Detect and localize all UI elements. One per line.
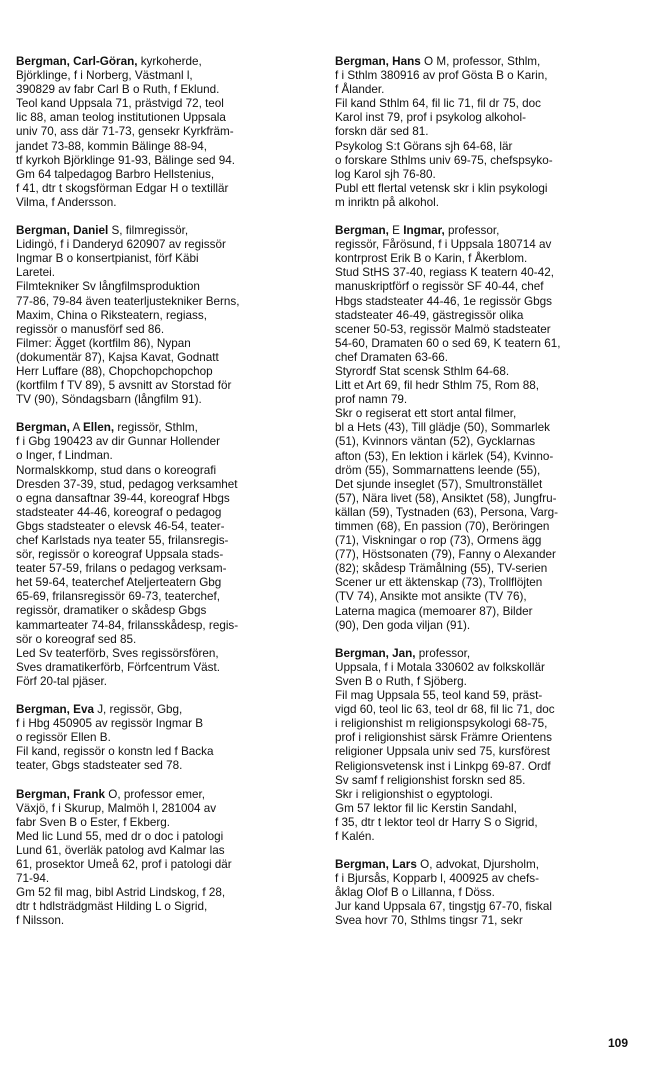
biography-line: Filmer: Ägget (kortfilm 86), Nypan bbox=[16, 336, 191, 350]
biography-line: chef Karlstads nya teater 55, frilansregis- bbox=[16, 534, 229, 547]
surname: Bergman, bbox=[16, 55, 70, 68]
biography-line: regissör, dramatiker o skådesp Gbgs bbox=[16, 604, 207, 618]
biography-line: Jur kand Uppsala 67, tingstjg 67-70, fiskal bbox=[335, 900, 552, 914]
biography-line: teater 57-59, frilans o pedagog verksam- bbox=[16, 562, 227, 576]
biography-line: manuskriptförf o regissör SF 40-44, chef bbox=[335, 280, 544, 294]
surname: Bergman, bbox=[335, 224, 389, 238]
biography-line: f Kalén. bbox=[335, 829, 375, 843]
heading-rest: J, regissör, Gbg, bbox=[93, 703, 183, 717]
biography-line: 54-60, Dramaten 60 o sed 69, K teatern 61, bbox=[335, 336, 561, 350]
biography-line: Förf 20-tal pjäser. bbox=[16, 674, 107, 688]
biography-line: i religionshist m religionspsykologi 68-75, bbox=[335, 717, 548, 731]
biography-line: Hbgs stadsteater 44-46, 1e regissör Gbgs bbox=[335, 294, 552, 308]
biography-line: Gm 64 talpedagog Barbro Hellstenius, bbox=[16, 167, 215, 181]
biography-line: univ 70, ass där 71-73, gensekr Kyrkfräm- bbox=[16, 125, 234, 139]
biography-line: Ingmar B o konsertpianist, förf Käbi bbox=[16, 252, 199, 266]
entry-heading-line bbox=[335, 55, 650, 69]
biography-line: prof namn 79. bbox=[335, 393, 408, 407]
biography-line: chef Dramaten 63-66. bbox=[335, 350, 449, 364]
biography-line: Växjö, f i Skurup, Malmöh l, 281004 av bbox=[16, 801, 217, 815]
biography-line: Scener ur ett äktenskap (73), Trollflöjten bbox=[335, 576, 543, 590]
given-name: Frank bbox=[73, 787, 105, 801]
biography-line: Religionsvetensk inst i Linkpg 69-87. Ordf bbox=[335, 759, 551, 773]
biography-line: (82); skådesp Trämålning (55), TV-serien bbox=[335, 562, 548, 576]
biography-line: (71), Viskningar o rop (73), Ormens ägg bbox=[335, 534, 542, 548]
biography-line: bl a Hets (43), Till glädje (50), Sommarlek bbox=[335, 421, 550, 435]
biography-line: teater, Gbgs stadsteater sed 78. bbox=[16, 759, 183, 773]
biography-line: vigd 60, teol lic 63, teol dr 68, fil lic 71, doc bbox=[335, 703, 555, 717]
biography-line: Filmtekniker Sv långfilmsproduktion bbox=[16, 280, 200, 294]
entry-heading-line bbox=[16, 421, 322, 435]
biography-line: 65-69, frilansregissör 69-73, teaterchef, bbox=[16, 590, 220, 604]
biography-line: Stud StHS 37-40, regiass K teatern 40-42, bbox=[335, 266, 554, 280]
biography-line: Teol kand Uppsala 71, prästvigd 72, teol bbox=[16, 97, 224, 111]
biography-entry bbox=[16, 55, 322, 210]
biography-line: f 35, dtr t lektor teol dr Harry S o Sigrid, bbox=[335, 815, 538, 829]
biography-line: åklag Olof B o Lillanna, f Döss. bbox=[335, 886, 495, 900]
given-name: Ingmar, bbox=[403, 224, 445, 238]
biography-line: f i Hbg 450905 av regissör Ingmar B bbox=[16, 717, 204, 731]
entry-heading-line bbox=[335, 858, 650, 872]
biography-line: Med lic Lund 55, med dr o doc i patologi bbox=[16, 829, 224, 843]
biography-line: Fil kand, regissör o konstn led f Backa bbox=[16, 745, 214, 759]
biography-line: (51), Kvinnors väntan (52), Gycklarnas bbox=[335, 435, 536, 449]
biography-line: Svea hovr 70, Sthlms tingsr 71, sekr bbox=[335, 914, 523, 928]
entry-heading-line bbox=[335, 224, 650, 238]
biography-line: stadsteater 46-49, gästregissör olika bbox=[335, 308, 524, 322]
biography-line: (TV 74), Ansikte mot ansikte (TV 76), bbox=[335, 590, 527, 604]
biography-line: Sven B o Ruth, f Sjöberg. bbox=[335, 674, 467, 688]
biography-line: forskn där sed 81. bbox=[335, 125, 429, 139]
biography-line: m inriktn på alkohol. bbox=[335, 195, 439, 209]
given-name: Lars bbox=[392, 858, 417, 872]
biography-entry bbox=[16, 224, 322, 407]
heading-rest: regissör, Sthlm, bbox=[114, 421, 198, 435]
biography-line: Styrordf Stat scensk Sthlm 64-68. bbox=[335, 364, 510, 378]
biography-line: religioner Uppsala univ sed 75, kursförest bbox=[335, 745, 551, 759]
biography-line: dröm (55), Sommarnattens leende (55), bbox=[335, 463, 541, 477]
biography-line: (57), Nära livet (58), Ansiktet (58), Jungfru- bbox=[335, 491, 557, 505]
biography-line: o forskare Sthlms univ 69-75, chefspsyko- bbox=[335, 153, 553, 167]
entry-heading-line bbox=[335, 647, 650, 661]
heading-rest: O, professor emer, bbox=[105, 787, 206, 801]
name-prefix: E bbox=[392, 224, 404, 238]
biography-line: tf kyrkoh Björklinge 91-93, Bälinge sed 94. bbox=[16, 153, 235, 167]
biography-line: fabr Sven B o Ester, f Ekberg. bbox=[16, 815, 170, 829]
biography-line: Karol inst 79, prof i psykolog alkohol- bbox=[335, 111, 526, 125]
biography-line: Laterna magica (memoarer 87), Bilder bbox=[335, 604, 533, 618]
biography-line: log Karol sjh 76-80. bbox=[335, 167, 436, 181]
biography-line: Litt et Art 69, fil hedr Sthlm 75, Rom 88, bbox=[335, 379, 539, 393]
entry-heading-line bbox=[16, 788, 322, 802]
biography-line: kontrprost Erik B o Karin, f Åkerblom. bbox=[335, 252, 528, 266]
biography-line: jandet 73-88, kommin Bälinge 88-94, bbox=[16, 139, 208, 153]
biography-line: Lund 61, överläk patolog avd Kalmar las bbox=[16, 843, 225, 857]
biography-line: lic 88, aman teolog institutionen Uppsala bbox=[16, 111, 226, 125]
biography-line: TV (90), Söndagsbarn (långfilm 91). bbox=[16, 393, 202, 407]
biography-entry bbox=[16, 788, 322, 929]
biography-line: timmen (68), En passion (70), Beröringen bbox=[335, 520, 550, 533]
biography-line: regissör o manusförf sed 86. bbox=[16, 322, 165, 336]
biography-line: Sves dramatikerförb, Förfcentrum Väst. bbox=[16, 660, 220, 674]
biography-entry bbox=[335, 224, 650, 633]
biography-line: kammarteater 74-84, frilansskådesp, regis- bbox=[16, 618, 239, 632]
biography-line: Maxim, China o Riksteatern, regiass, bbox=[16, 308, 207, 322]
surname: Bergman, bbox=[16, 703, 70, 717]
entry-heading-line bbox=[16, 55, 322, 69]
biography-line: o Inger, f Lindman. bbox=[16, 449, 113, 463]
entry-heading-line bbox=[16, 703, 322, 717]
biography-line: Gm 52 fil mag, bibl Astrid Lindskog, f 28, bbox=[16, 886, 226, 900]
biography-line: Uppsala, f i Motala 330602 av folkskollär bbox=[335, 660, 545, 674]
biography-line: Skr o regiserat ett stort antal filmer, bbox=[335, 407, 517, 421]
biography-line: f Ålander. bbox=[335, 83, 385, 97]
given-name: Carl-Göran, bbox=[73, 55, 138, 68]
biography-line: f i Bjursås, Kopparb l, 400925 av chefs- bbox=[335, 872, 539, 886]
biography-line: Björklinge, f i Norberg, Västmanl l, bbox=[16, 69, 193, 83]
heading-rest: professor, bbox=[415, 646, 471, 660]
biography-line: dtr t hdlsträdgmäst Hilding L o Sigrid, bbox=[16, 900, 208, 914]
biography-entry bbox=[16, 421, 322, 689]
biography-line: Det sjunde inseglet (57), Smultronstället bbox=[335, 477, 543, 491]
biography-line: f i Gbg 190423 av dir Gunnar Hollender bbox=[16, 435, 221, 449]
surname: Bergman, bbox=[16, 224, 70, 238]
biography-line: f 41, dtr t skogsförman Edgar H o textillär bbox=[16, 181, 229, 195]
given-name: Daniel bbox=[73, 224, 109, 238]
entry-heading-line bbox=[16, 224, 322, 238]
biography-line: sör, regissör o koreograf Uppsala stads- bbox=[16, 548, 224, 562]
surname: Bergman, bbox=[335, 55, 389, 68]
surname: Bergman, bbox=[335, 646, 389, 660]
biography-line: Sv samf f religionshist forskn sed 85. bbox=[335, 773, 526, 787]
given-name: Ellen, bbox=[82, 421, 115, 435]
biography-line: Herr Luffare (88), Chopchopchopchop bbox=[16, 364, 213, 378]
biography-line: f i Sthlm 380916 av prof Gösta B o Karin, bbox=[335, 69, 548, 83]
biography-line: Vilma, f Andersson. bbox=[16, 195, 117, 209]
biography-line: f Nilsson. bbox=[16, 914, 65, 928]
given-name: Eva bbox=[73, 703, 94, 717]
surname: Bergman, bbox=[335, 858, 389, 872]
biography-line: het 59-64, teaterchef Ateljerteatern Gbg bbox=[16, 576, 222, 590]
left-column bbox=[16, 55, 322, 942]
biography-line: (dokumentär 87), Kajsa Kavat, Godnatt bbox=[16, 350, 219, 364]
biography-line: källan (59), Tystnaden (63), Persona, Varg- bbox=[335, 505, 559, 519]
biography-line: Skr i religionshist o egyptologi. bbox=[335, 787, 493, 801]
surname: Bergman, bbox=[16, 421, 70, 435]
biography-line: o egna dansaftnar 39-44, koreograf Hbgs bbox=[16, 491, 230, 505]
biography-line: 71-94. bbox=[16, 872, 50, 886]
biography-line: Laretei. bbox=[16, 266, 55, 280]
biography-line: afton (53), En lektion i kärlek (54), Kvinno- bbox=[335, 449, 554, 463]
biography-entry bbox=[16, 703, 322, 773]
biography-line: 390829 av fabr Carl B o Ruth, f Eklund. bbox=[16, 83, 220, 97]
biography-line: prof i religionshist särsk Främre Orientens bbox=[335, 731, 552, 745]
heading-rest: O, advokat, Djursholm, bbox=[416, 858, 539, 872]
biography-line: Fil kand Sthlm 64, fil lic 71, fil dr 75, doc bbox=[335, 97, 541, 111]
given-name: Hans bbox=[392, 55, 421, 68]
biography-line: sör o koreograf sed 85. bbox=[16, 632, 137, 646]
biography-line: regissör, Fårösund, f i Uppsala 180714 av bbox=[335, 238, 552, 252]
biography-line: Gm 57 lektor fil lic Kerstin Sandahl, bbox=[335, 801, 517, 815]
heading-rest: S, filmregissör, bbox=[108, 224, 189, 238]
biography-entry bbox=[335, 55, 650, 210]
biography-line: Normalskkomp, stud dans o koreografi bbox=[16, 463, 217, 477]
given-name: Jan, bbox=[392, 646, 416, 660]
biography-line: stadsteater 44-46, koreograf o pedagog bbox=[16, 505, 222, 519]
biography-line: Led Sv teaterförb, Sves regissörsfören, bbox=[16, 646, 219, 660]
biography-line: Psykolog S:t Görans sjh 64-68, lär bbox=[335, 139, 513, 153]
biography-line: Fil mag Uppsala 55, teol kand 59, präst- bbox=[335, 689, 543, 703]
biography-line: (kortfilm f TV 89), 5 avsnitt av Storstad för bbox=[16, 379, 232, 393]
biography-line: scener 50-53, regissör Malmö stadsteater bbox=[335, 322, 551, 336]
surname: Bergman, bbox=[16, 787, 70, 801]
biography-line: Publ ett flertal vetensk skr i klin psykologi bbox=[335, 181, 548, 195]
heading-rest: O M, professor, Sthlm, bbox=[420, 55, 541, 68]
biography-line: o regissör Ellen B. bbox=[16, 731, 111, 745]
biography-line: (77), Höstsonaten (79), Fanny o Alexander bbox=[335, 548, 556, 562]
name-prefix: A bbox=[72, 421, 83, 435]
heading-rest: professor, bbox=[444, 224, 500, 238]
biography-line: Gbgs stadsteater o elevsk 46-54, teater- bbox=[16, 519, 225, 533]
heading-rest: kyrkoherde, bbox=[137, 55, 202, 68]
biography-entry bbox=[335, 647, 650, 844]
biography-entry bbox=[335, 858, 650, 928]
biography-line: Dresden 37-39, stud, pedagog verksamhet bbox=[16, 477, 238, 491]
biography-line: (90), Den goda viljan (91). bbox=[335, 618, 471, 632]
biography-line: Lidingö, f i Danderyd 620907 av regissör bbox=[16, 238, 226, 252]
biography-line: 61, prosektor Umeå 62, prof i patologi där bbox=[16, 857, 232, 871]
page-number: 109 bbox=[607, 1036, 628, 1050]
biography-line: 77-86, 79-84 även teaterljustekniker Berns, bbox=[16, 294, 240, 308]
right-column bbox=[335, 55, 650, 943]
